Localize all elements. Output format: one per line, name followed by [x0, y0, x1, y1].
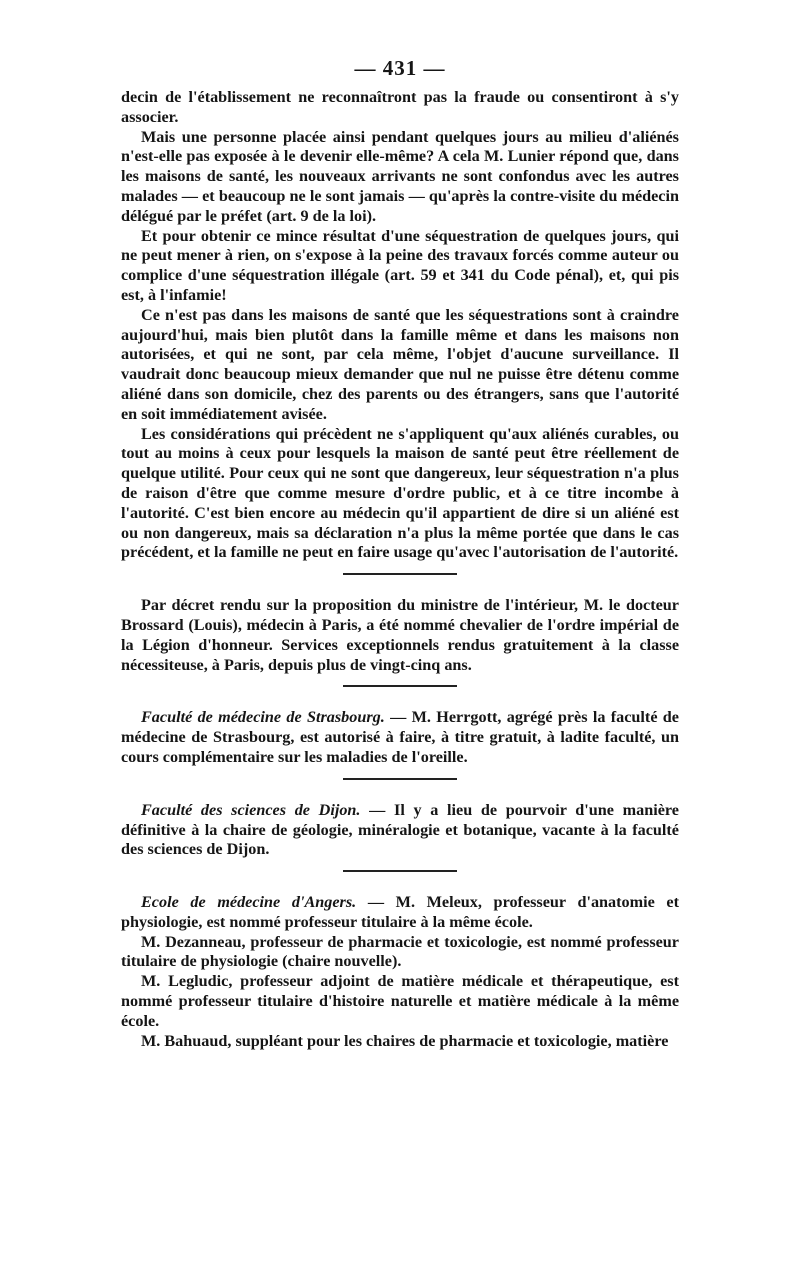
news-item-text: — M. Herrgott, agrégé près la faculté de médecine de Strasbourg, est autorisé à faire, à titre gratuit, à ladite faculté, un cours complémentaire sur les maladies de l'oreille.	[121, 708, 679, 766]
paragraph: M. Bahuaud, suppléant pour les chaires de pharmacie et toxicologie, matière	[141, 1031, 669, 1050]
section-divider	[343, 685, 457, 687]
page-number: — 431 —	[354, 56, 446, 80]
news-item	[121, 893, 679, 933]
news-item-text: — M. Meleux, professeur d'anatomie et physiologie, est nommé professeur titulaire à la même école.	[121, 893, 679, 931]
paragraph: Ce n'est pas dans les maisons de santé que les séquestrations sont à craindre aujourd'hui, mais bien plutôt dans la famille même et dans les maisons non autorisées, et qui ne sont, par cela même, l'objet d'aucune surveillance. Il vaudrait donc beaucoup mieux demander que nul ne puisse être détenu comme aliéné dans son domicile, chez des parents ou des étrangers, sans que l'autorité en soit immédiatement avisée.	[121, 305, 679, 423]
news-item-text: — Il y a lieu de pourvoir d'une manière définitive à la chaire de géologie, minéralogie et botanique, vacante à la faculté des sciences de Dijon.	[121, 800, 679, 859]
paragraph: M. Dezanneau, professeur de pharmacie et toxicologie, est nommé professeur titulaire de physiologie (chaire nouvelle).	[121, 932, 679, 971]
news-item-heading: Ecole de médecine d'Angers.	[141, 893, 357, 912]
news-item	[121, 596, 679, 675]
section-divider	[343, 870, 457, 872]
paragraph: Les considérations qui précèdent ne s'appliquent qu'aux aliénés curables, ou tout au moins à ceux pour lesquels la maison de santé peut être réellement de quelque utilité. Pour ceux qui ne sont que dangereux, leur séquestration n'a plus de raison d'être que comme mesure d'ordre public, et à ce titre incombe à l'autorité. C'est bien encore au médecin qu'il appartient de dire si un aliéné est ou non dangereux, mais sa déclaration n'a plus la même portée que dans le cas précédent, et la famille ne peut en faire usage qu'avec l'autorisation de l'autorité.	[121, 424, 679, 562]
news-item	[121, 708, 679, 767]
news-item	[121, 801, 679, 860]
page-body	[121, 88, 679, 1051]
news-item-heading: Faculté de médecine de Strasbourg.	[141, 708, 385, 727]
section-divider	[343, 573, 457, 575]
news-item-text: Par décret rendu sur la proposition du ministre de l'intérieur, M. le docteur Brossard (Louis), médecin à Paris, a été nommé chevalier de l'ordre impérial de la Légion d'honneur. Services exceptionnels rendus gratuitement à la classe nécessiteuse, à Paris, depuis plus de vingt-cinq ans.	[121, 596, 679, 674]
news-item-heading: Faculté des sciences de Dijon.	[141, 800, 361, 819]
paragraph: Et pour obtenir ce mince résultat d'une séquestration de quelques jours, qui ne peut mener à rien, on s'expose à la peine des travaux forcés comme auteur ou complice d'une séquestration illégale (art. 59 et 341 du Code pénal), et, qui pis est, à l'infamie!	[121, 226, 679, 304]
section-divider	[343, 778, 457, 780]
paragraph: M. Legludic, professeur adjoint de matière médicale et thérapeutique, est nommé professeur titulaire d'histoire naturelle et matière médicale à la même école.	[121, 972, 679, 1030]
paragraph: decin de l'établissement ne reconnaîtront pas la fraude ou consentiront à s'y associer.	[121, 88, 679, 126]
paragraph: Mais une personne placée ainsi pendant quelques jours au milieu d'aliénés n'est-elle pas exposée à le devenir elle-même? A cela M. Lunier répond que, dans les maisons de santé, les nouveaux arrivants ne sont confondus avec les autres malades — et beaucoup ne le sont jamais — qu'après la contre-visite du médecin délégué par le préfet (art. 9 de la loi).	[121, 127, 679, 225]
